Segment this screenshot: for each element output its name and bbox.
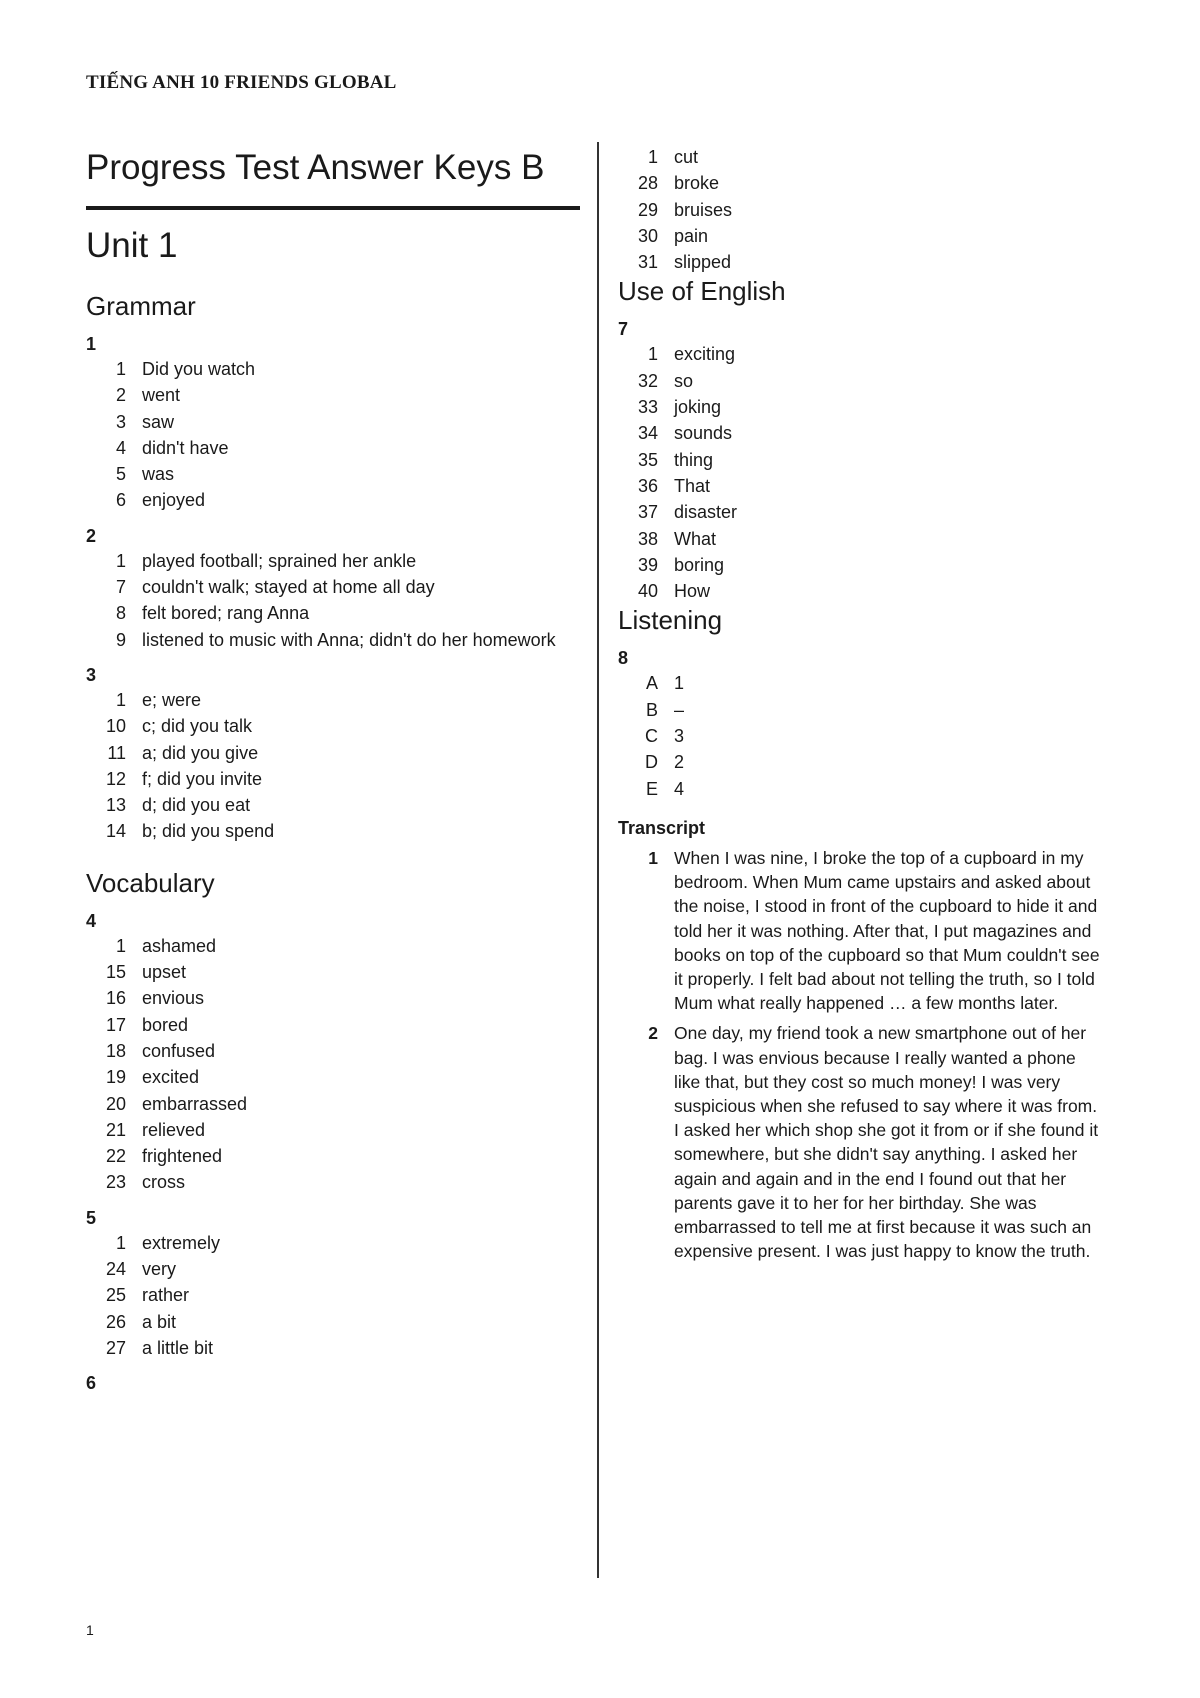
answer-text: went [142,385,181,406]
answer-text: sounds [674,423,733,444]
answer-number: 36 [637,475,658,496]
section-title: Vocabulary [86,867,215,898]
answer-number: 38 [637,528,658,549]
answer-number: 1 [115,935,126,956]
section-title: Use of English [618,276,786,307]
answer-item [86,818,580,844]
answer-item [86,959,580,985]
answer-number: 35 [637,449,658,470]
answer-item [618,394,1118,420]
answer-item [618,473,1118,499]
answer-number: 20 [105,1093,126,1114]
transcript-label: Transcript [618,817,706,838]
answer-text: rather [142,1285,190,1306]
answer-number: 1 [647,344,658,365]
answer-text: didn't have [142,437,229,458]
answer-number: B [645,699,658,720]
answer-item [618,499,1118,525]
answer-item [618,341,1118,367]
answer-text: How [674,581,711,602]
answer-item [618,249,1118,275]
answer-number: 1 [115,689,126,710]
answer-item [618,447,1118,473]
answer-text: f; did you invite [142,768,263,789]
answer-text: bored [142,1014,189,1035]
answer-item [86,1169,580,1195]
answer-text: felt bored; rang Anna [142,603,310,624]
answer-item [86,1230,580,1256]
exercise-number: 5 [86,1207,97,1228]
answer-item [86,1309,580,1335]
answer-item [618,723,1118,749]
answer-item [618,526,1118,552]
answer-text: was [142,464,175,485]
answer-text: disaster [674,502,738,523]
answer-number: 23 [105,1172,126,1193]
exercise-number: 2 [86,525,97,546]
exercise-6-list [618,144,1118,275]
answer-text: cut [674,147,699,167]
answer-item [86,382,580,408]
answer-text: 4 [674,778,685,799]
answer-number: 33 [637,397,658,418]
answer-item [86,1064,580,1090]
transcript-number: 1 [648,847,658,868]
answer-text: so [674,370,694,391]
answer-text: boring [674,554,725,575]
answer-text: excited [142,1067,200,1088]
answer-item [618,670,1118,696]
vocabulary-section [86,867,580,1395]
exercise-number: 6 [86,1373,97,1394]
answer-number: D [645,752,658,773]
answer-number: 1 [647,147,658,167]
answer-item [86,627,580,653]
answer-number: 13 [105,795,126,816]
answer-text: cross [142,1172,186,1193]
answer-number: 37 [637,502,658,523]
transcript-paragraph [618,846,1118,1015]
answer-number: 7 [115,577,126,598]
answer-text: What [674,528,717,549]
answer-number: 28 [637,173,658,194]
answer-number: 21 [105,1119,126,1140]
answer-number: 19 [105,1067,126,1088]
transcript-number: 2 [648,1023,658,1044]
answer-text: a; did you give [142,742,259,763]
answer-text: listened to music with Anna; didn't do her homework [142,629,556,650]
answer-text: b; did you spend [142,821,275,842]
answer-number: 5 [115,464,126,485]
answer-item [86,1012,580,1038]
answer-number: 30 [637,225,658,246]
answer-number: E [645,778,658,799]
answer-item [86,1091,580,1117]
answer-item [86,933,580,959]
answer-text: enjoyed [142,490,206,511]
use-of-english-section [618,275,1118,604]
answer-item [86,548,580,574]
section-title: Grammar [86,291,196,321]
answer-item [86,766,580,792]
answer-text: Did you watch [142,359,256,379]
transcript-text: One day, my friend took a new smartphone out of her bag. I was envious because I really wanted a phone like that, but they cost so much money! I was very suspicious when she refused to say where it was from. I asked her which shop she got it from or if she found it somewhere, but she didn't say anything. I asked her again and again and in the end I found out that her parents gave it to her for her birthday. She was embarrassed to tell me at first because it was such an expensive present. I was just happy to know the truth. [674,1023,1099,1262]
answer-item [618,776,1118,802]
transcript [618,846,1118,1263]
answer-text: a little bit [142,1337,214,1358]
page-title: Progress Test Answer Keys B [86,148,545,187]
column-divider [597,142,599,1578]
answer-text: ashamed [142,935,217,956]
answer-text: extremely [142,1232,221,1253]
answer-text: a bit [142,1311,177,1332]
answer-item [86,1117,580,1143]
answer-text: slipped [674,252,732,273]
answer-text: couldn't walk; stayed at home all day [142,577,435,598]
answer-text: upset [142,962,187,983]
answer-text: 3 [674,726,685,747]
answer-item [618,144,1118,170]
answer-item [86,461,580,487]
answer-text: 2 [674,752,685,773]
answer-item [86,409,580,435]
answer-number: 26 [105,1311,126,1332]
answer-text: joking [674,397,722,418]
exercise-number: 7 [618,319,629,340]
answer-item [86,740,580,766]
answer-text: exciting [674,344,736,365]
answer-item [86,713,580,739]
answer-number: 27 [105,1337,126,1358]
answer-item [86,1282,580,1308]
unit-title: Unit 1 [86,226,178,265]
answer-text: played football; sprained her ankle [142,550,417,571]
transcript-text: When I was nine, I broke the top of a cupboard in my bedroom. When Mum came upstairs and asked about the noise, I stood in front of the cupboard to hide it and told her it was nothing. After that, I put magazines and books on top of the cupboard so that Mum couldn't see it properly. I felt bad about not telling the truth, so I told Mum what really happened … a few months later. [674,847,1100,1014]
answer-item [86,1335,580,1361]
answer-item [618,552,1118,578]
answer-number: 3 [115,411,126,432]
title-divider [86,206,580,210]
left-column [86,140,580,1395]
page-number: 1 [86,1622,94,1638]
answer-text: envious [142,988,205,1009]
answer-item [86,1256,580,1282]
answer-text: 1 [674,673,685,694]
answer-item [86,687,580,713]
answer-number: 34 [637,423,658,444]
answer-number: 25 [105,1285,126,1306]
answer-number: 18 [105,1040,126,1061]
answer-text: c; did you talk [142,716,253,737]
answer-text: thing [674,449,714,470]
exercise-number: 3 [86,664,97,685]
answer-number: 39 [637,554,658,575]
answer-number: 22 [105,1146,126,1167]
listening-section [618,604,1118,801]
exercise-number: 4 [86,910,97,931]
answer-text: embarrassed [142,1093,248,1114]
answer-item [86,574,580,600]
answer-number: 1 [115,550,126,571]
answer-item [618,578,1118,604]
answer-number: 24 [105,1259,126,1280]
answer-number: 16 [105,988,126,1009]
answer-text: frightened [142,1146,223,1167]
answer-text: broke [674,173,720,194]
answer-text: bruises [674,199,733,220]
answer-item [618,223,1118,249]
answer-item [86,792,580,818]
answer-text: very [142,1259,177,1280]
answer-number: C [645,726,658,747]
answer-number: 6 [115,490,126,511]
answer-number: 31 [637,252,658,273]
answer-text: – [674,699,685,720]
answer-number: 15 [105,962,126,983]
grammar-section [86,290,580,845]
answer-text: pain [674,225,709,246]
answer-item [86,985,580,1011]
answer-item [86,356,580,382]
answer-text: That [674,475,711,496]
answer-number: 17 [105,1014,126,1035]
answer-text: d; did you eat [142,795,251,816]
answer-item [86,1038,580,1064]
answer-item [618,197,1118,223]
exercise-number: 1 [86,334,97,354]
answer-number: 4 [115,437,126,458]
transcript-paragraph [618,1021,1118,1263]
answer-text: relieved [142,1119,206,1140]
right-column [618,140,1118,1263]
answer-item [618,368,1118,394]
document-header: TIẾNG ANH 10 FRIENDS GLOBAL [86,72,397,93]
answer-number: 40 [637,581,658,602]
answer-number: 2 [115,385,126,406]
answer-item [86,1143,580,1169]
answer-item [86,435,580,461]
answer-number: 14 [105,821,126,842]
answer-number: 1 [115,1232,126,1253]
answer-item [618,697,1118,723]
answer-text: saw [142,411,175,432]
answer-number: A [645,673,658,694]
exercise-number: 8 [618,648,629,669]
answer-text: confused [142,1040,216,1061]
answer-item [618,420,1118,446]
answer-number: 11 [107,742,126,763]
answer-number: 1 [115,359,126,379]
answer-item [86,600,580,626]
answer-number: 12 [105,768,126,789]
answer-item [86,487,580,513]
answer-item [618,749,1118,775]
answer-number: 29 [637,199,658,220]
answer-number: 32 [637,370,658,391]
answer-item [618,170,1118,196]
answer-text: e; were [142,689,202,710]
section-title: Listening [618,605,723,636]
answer-number: 10 [105,716,126,737]
answer-number: 8 [115,603,126,624]
answer-number: 9 [115,629,126,650]
